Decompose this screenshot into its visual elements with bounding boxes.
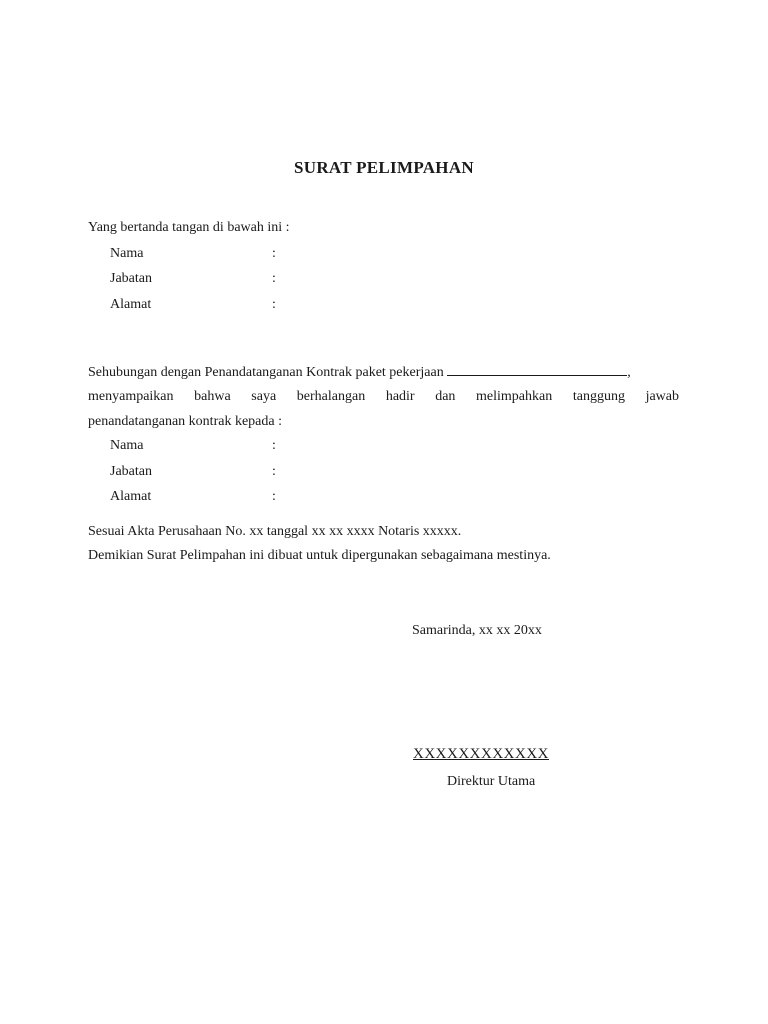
delegate-address-label: Alamat (110, 489, 152, 504)
project-name-blank (447, 362, 627, 376)
delegate-name-colon: : (272, 438, 276, 453)
signer-name-label: Nama (110, 246, 144, 261)
paragraph-line-3: penandatanganan kontrak kepada : (88, 414, 282, 429)
signer-address-label: Alamat (110, 297, 152, 312)
paragraph-line-1-text: Sehubungan dengan Penandatanganan Kontrak paket pekerjaan (88, 365, 444, 380)
delegate-position-colon: : (272, 464, 276, 479)
signatory-role: Direktur Utama (447, 774, 536, 789)
signer-position-colon: : (272, 271, 276, 286)
paragraph-line-2: menyampaikan bahwa saya berhalangan hadir dan melimpahkan tanggung jawab (88, 389, 679, 404)
delegate-position-label: Jabatan (110, 464, 152, 479)
delegate-address-colon: : (272, 489, 276, 504)
signer-position-label: Jabatan (110, 271, 152, 286)
letter-title: SURAT PELIMPAHAN (293, 158, 474, 177)
intro-text: Yang bertanda tangan di bawah ini : (88, 220, 290, 235)
paragraph-line-1-comma: , (627, 365, 631, 380)
signer-address-colon: : (272, 297, 276, 312)
paragraph-line-1 (88, 362, 631, 382)
closing-text: Demikian Surat Pelimpahan ini dibuat untuk dipergunakan sebagaimana mestinya. (88, 548, 551, 563)
delegate-name-label: Nama (110, 438, 144, 453)
signatory-name: XXXXXXXXXXXX (413, 746, 549, 762)
place-date: Samarinda, xx xx 20xx (412, 623, 542, 638)
akta-text: Sesuai Akta Perusahaan No. xx tanggal xx xx xxxx Notaris xxxxx. (88, 524, 462, 539)
signer-name-colon: : (272, 246, 276, 261)
